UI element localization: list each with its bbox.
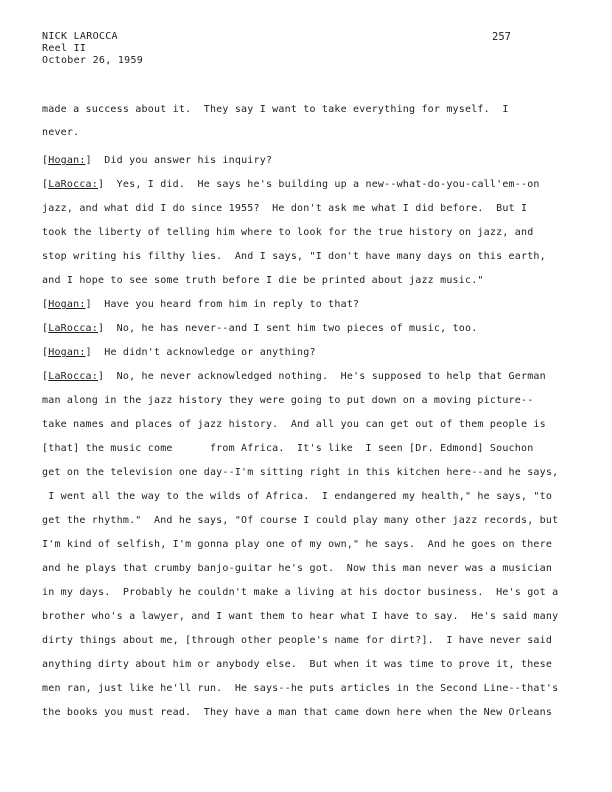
line-text: take names and places of jazz history. And all you can get out of them people is (42, 419, 546, 430)
bracket-open: [ (42, 371, 49, 382)
speaker-label: LaRocca: (48, 323, 98, 334)
transcript-line (42, 491, 552, 503)
speaker-label: Hogan: (48, 299, 86, 310)
bracket-open: [ (42, 347, 49, 358)
speaker-label: Hogan: (48, 155, 86, 166)
line-text: ] Did you answer his inquiry? (85, 155, 273, 166)
speaker-label: LaRocca: (48, 179, 98, 190)
line-text: get on the television one day--I'm sitting right in this kitchen here--and he says, (42, 467, 559, 478)
line-text: dirty things about me, [through other people's name for dirt?]. I have never said (42, 635, 553, 646)
transcript-line (42, 227, 533, 239)
transcript-line (42, 611, 558, 623)
line-text: get the rhythm." And he says, "Of course I could play many other jazz records, but (42, 515, 559, 526)
line-text: brother who's a lawyer, and I want them to hear what I have to say. He's said many (42, 611, 559, 622)
transcript-line (42, 371, 546, 383)
bracket-open: [ (42, 323, 49, 334)
reel-label: Reel II (42, 43, 87, 54)
transcript-line (42, 395, 533, 407)
bracket-open: [ (42, 299, 49, 310)
line-text: [that] the music come from Africa. It's like I seen [Dr. Edmond] Souchon (42, 443, 534, 454)
line-text: made a success about it. They say I want to take everything for myself. I (42, 104, 509, 115)
line-text: the books you must read. They have a man that came down here when the New Orleans (42, 707, 553, 718)
line-text: ] No, he has never--and I sent him two pieces of music, too. (98, 323, 478, 334)
bracket-open: [ (42, 155, 49, 166)
transcript-line (42, 587, 558, 599)
transcript-line (42, 155, 272, 167)
interview-date: October 26, 1959 (42, 55, 144, 66)
speaker-label: LaRocca: (48, 371, 98, 382)
transcript-line (42, 275, 484, 287)
line-text: I'm kind of selfish, I'm gonna play one of my own," he says. And he goes on there (42, 539, 553, 550)
speaker-label: Hogan: (48, 347, 86, 358)
transcript-line (42, 707, 552, 719)
transcript-line (42, 104, 509, 116)
line-text: stop writing his filthy lies. And I says, "I don't have many days on this earth, (42, 251, 546, 262)
transcript-line (42, 323, 477, 335)
line-text: man along in the jazz history they were going to put down on a moving picture-- (42, 395, 534, 406)
line-text: ] Have you heard from him in reply to that? (85, 299, 360, 310)
line-text: men ran, just like he'll run. He says--he puts articles in the Second Line--that's (42, 683, 559, 694)
line-text: I went all the way to the wilds of Africa. I endangered my health," he says, "to (42, 491, 553, 502)
line-text: took the liberty of telling him where to look for the true history on jazz, and (42, 227, 534, 238)
transcript-line (42, 467, 558, 479)
line-text: ] Yes, I did. He says he's building up a new--what-do-you-call'em--on (98, 179, 540, 190)
transcript-line (42, 515, 558, 527)
line-text: and I hope to see some truth before I die be printed about jazz music." (42, 275, 484, 286)
transcript-line (42, 347, 316, 359)
line-text: anything dirty about him or anybody else. But when it was time to prove it, these (42, 659, 553, 670)
line-text: in my days. Probably he couldn't make a living at his doctor business. He's got a (42, 587, 559, 598)
transcript-line (42, 179, 540, 191)
transcript-line (42, 659, 552, 671)
line-text: and he plays that crumby banjo-guitar he's got. Now this man never was a musician (42, 563, 553, 574)
transcript-line (42, 539, 552, 551)
line-text: ] He didn't acknowledge or anything? (85, 347, 316, 358)
transcript-line (42, 443, 533, 455)
transcript-line (42, 635, 552, 647)
bracket-open: [ (42, 179, 49, 190)
transcript-line (42, 203, 527, 215)
transcript-line (42, 127, 79, 139)
interviewee-name: NICK LAROCCA (42, 31, 118, 42)
line-text: jazz, and what did I do since 1955? He don't ask me what I did before. But I (42, 203, 528, 214)
line-text: never. (42, 127, 80, 138)
page-number: 257 (492, 31, 511, 43)
transcript-line (42, 251, 546, 263)
line-text: ] No, he never acknowledged nothing. He's supposed to help that German (98, 371, 546, 382)
transcript-line (42, 419, 546, 431)
transcript-line (42, 299, 359, 311)
transcript-line (42, 563, 552, 575)
transcript-line (42, 683, 558, 695)
